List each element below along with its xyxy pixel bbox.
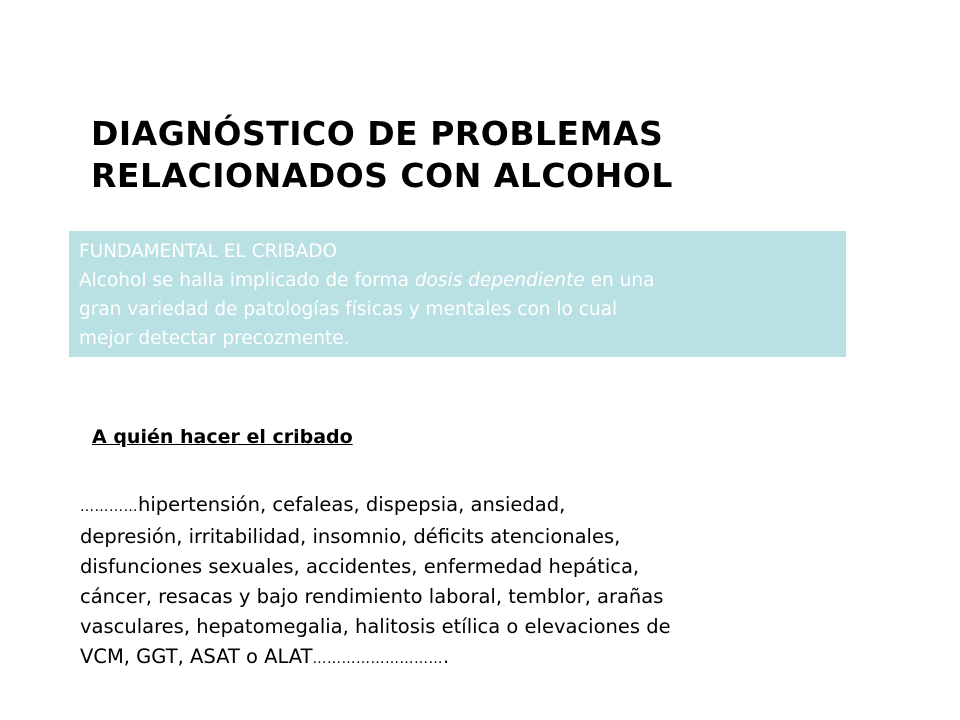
box-heading: FUNDAMENTAL EL CRIBADO (79, 241, 338, 262)
slide-title (91, 113, 851, 197)
box-line-3: mejor detectar precozmente. (79, 328, 350, 349)
box-line-2: gran variedad de patologías físicas y mentales con lo cual (79, 299, 618, 320)
section-subheading: A quién hacer el cribado (92, 426, 353, 448)
box-line-1-end: en una (584, 270, 655, 291)
paragraph-line-2: depresión, irritabilidad, insomnio, déficits atencionales, (80, 525, 621, 548)
leading-dots: ………… (80, 499, 138, 515)
paragraph-line-6-text: VCM, GGT, ASAT o ALAT (80, 645, 313, 668)
box-line-1-start: Alcohol se halla implicado de forma (79, 270, 415, 291)
paragraph-line-4: cáncer, resacas y bajo rendimiento laboral, temblor, arañas (80, 585, 664, 608)
box-emphasis: dosis dependiente (414, 270, 585, 291)
box-line-1 (79, 266, 836, 295)
paragraph-line-1-text: hipertensión, cefaleas, dispepsia, ansiedad, (138, 493, 566, 516)
symptom-paragraph (80, 490, 840, 674)
highlight-box (69, 231, 846, 357)
paragraph-end: . (443, 645, 450, 668)
trailing-dots: ……………………… (312, 651, 444, 667)
paragraph-line-1 (80, 490, 840, 522)
title-line-1: DIAGNÓSTICO DE PROBLEMAS (91, 114, 664, 153)
paragraph-line-5: vasculares, hepatomegalia, halitosis etílica o elevaciones de (80, 615, 671, 638)
paragraph-line-3: disfunciones sexuales, accidentes, enfermedad hepática, (80, 555, 640, 578)
paragraph-line-6 (80, 642, 840, 674)
title-line-2: RELACIONADOS CON ALCOHOL (91, 156, 673, 195)
